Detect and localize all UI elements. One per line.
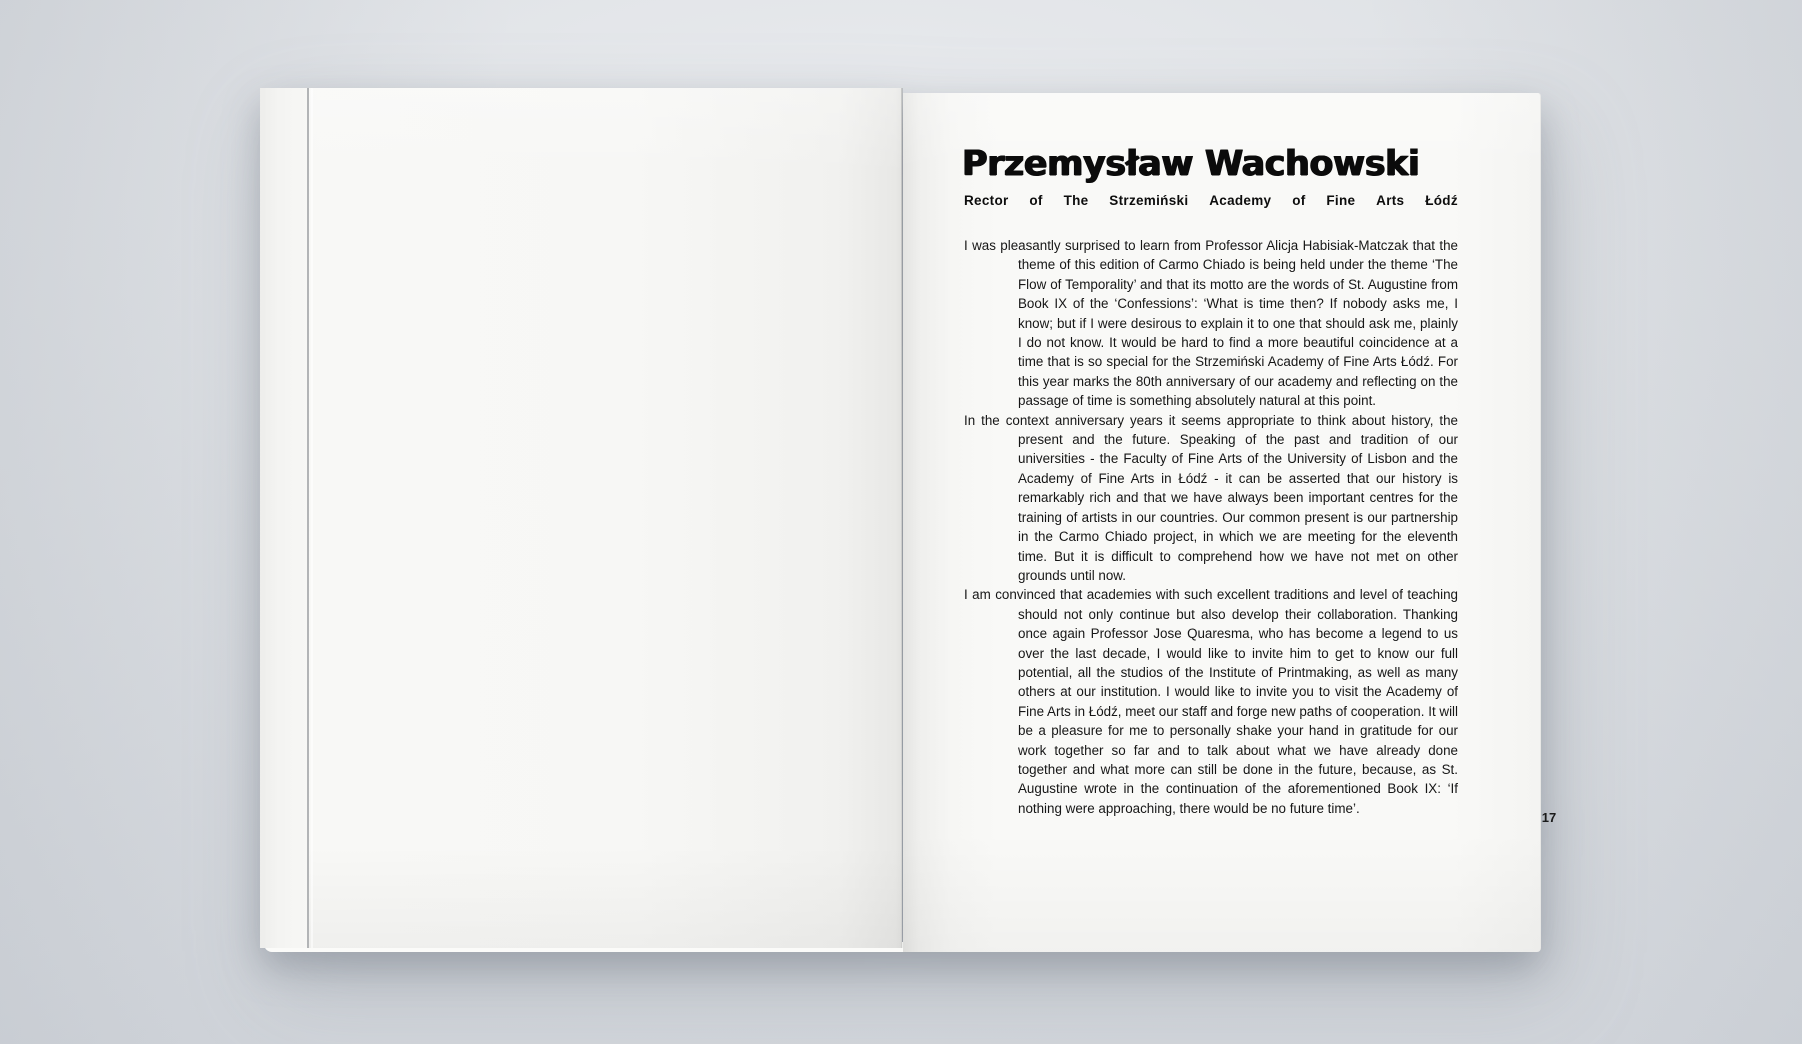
paragraph: I was pleasantly surprised to learn from Professor Alicja Habisiak-Matczak that the theme of this edition of Carmo Chiado is being held under the theme ‘The Flow of Temporality’ and that its motto are the words of St. Augustine from Book IX of the ‘Confessions’: ‘What is time then? If nobody asks me, I know; but if I were desirous to explain it to one that should ask me, plainly I do not know. It would be hard to find a more beautiful coincidence at a time that is so special for the Strzemiński Academy of Fine Arts Łódź. For this year marks the 80th anniversary of our academy and reflecting on the passage of time is something absolutely natural at this point. <box>964 238 1458 409</box>
author-name: Przemysław Wachowski <box>962 144 1420 184</box>
author-title-word: Łódź <box>1425 193 1458 208</box>
paragraph: I am convinced that academies with such excellent traditions and level of teaching should not only continue but also develop their collaboration. Thanking once again Professor Jose Quaresma, who has become a legend to us over the last decade, I would like to invite him to get to know our full potential, all the studios of the Institute of Printmaking, as well as many others at our institution. I would like to invite you to visit the Academy of Fine Arts in Łódź, meet our staff and forge new paths of cooperation. It will be a pleasure for me to personally shake your hand in gratitude for our work together so far and to talk about what we have already done together and what more can still be done in the future, because, as St. Augustine wrote in the continuation of the aforementioned Book IX: ‘If nothing were approaching, there would be no future time’. <box>964 587 1458 816</box>
author-title <box>964 193 1458 208</box>
body-text <box>964 236 1458 818</box>
page-edge-highlight <box>311 88 313 948</box>
left-blank-page <box>260 88 902 948</box>
author-title-word: Academy <box>1209 193 1272 208</box>
page-content <box>962 93 1557 952</box>
author-title-word: Strzemiński <box>1109 193 1189 208</box>
paragraph: In the context anniversary years it seems appropriate to think about history, the present and the future. Speaking of the past and tradition of our universities - the Faculty of Fine Arts of the University of Lisbon and the Academy of Fine Arts in Łódź - it can be asserted that our history is remarkably rich and that we have always been important centres for the training of artists in our countries. Our common present is our partnership in the Carmo Chiado project, in which we are meeting for the eleventh time. But it is difficult to comprehend how we have not met on other grounds until now. <box>964 412 1458 583</box>
open-book <box>260 88 1557 952</box>
author-title-word: Fine <box>1326 193 1356 208</box>
page-number: 17 <box>1541 810 1557 825</box>
author-title-word: of <box>1029 193 1043 208</box>
author-title-word: Rector <box>964 193 1009 208</box>
right-page <box>903 93 1557 952</box>
author-title-word: The <box>1063 193 1089 208</box>
cover-edge-strip <box>260 88 309 948</box>
author-title-word: of <box>1292 193 1306 208</box>
author-title-word: Arts <box>1376 193 1405 208</box>
